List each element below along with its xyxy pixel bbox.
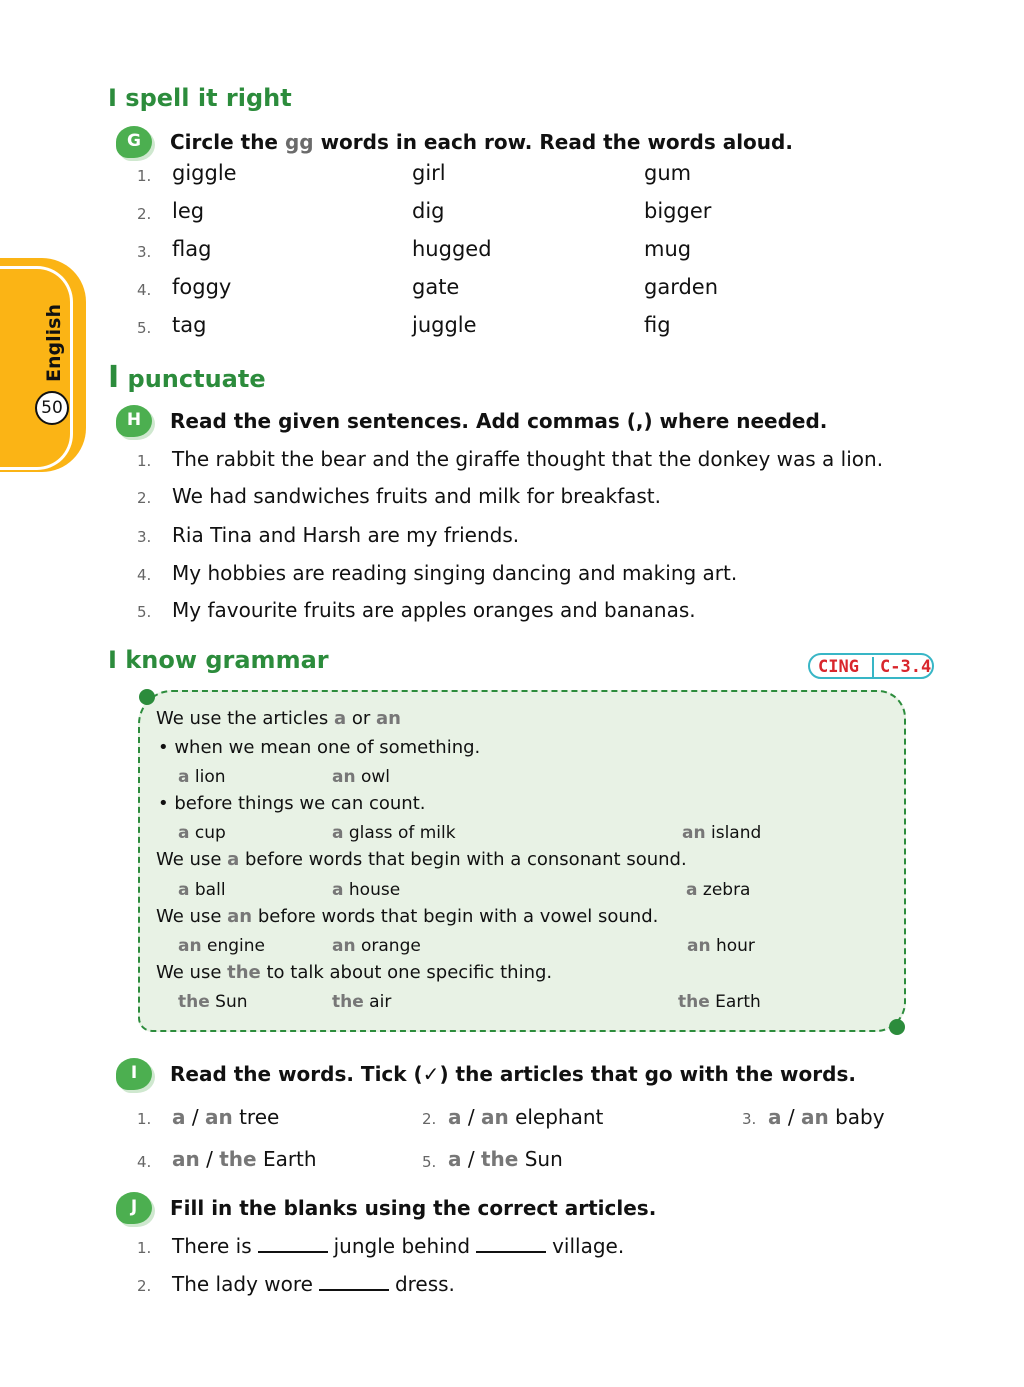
item-number: 4.: [137, 1153, 152, 1171]
sentence[interactable]: We had sandwiches fruits and milk for breakfast.: [172, 484, 661, 508]
sentence[interactable]: My hobbies are reading singing dancing and making art.: [172, 561, 738, 585]
example: a house: [332, 880, 401, 900]
section-title-spell: I spell it right: [108, 84, 292, 112]
word[interactable]: fig: [644, 313, 671, 337]
word[interactable]: leg: [172, 199, 205, 223]
row-number: 5.: [137, 319, 152, 337]
instruction-h: Read the given sentences. Add commas (,) where needed.: [170, 409, 828, 433]
example: an orange: [332, 936, 421, 956]
item-number: 1.: [137, 452, 152, 470]
row-number: 1.: [137, 167, 152, 185]
word[interactable]: foggy: [172, 275, 232, 299]
section-title-punctuate: I punctuate: [108, 360, 266, 395]
article-choice[interactable]: a / an elephant: [448, 1105, 604, 1129]
sentence[interactable]: My favourite fruits are apples oranges and bananas.: [172, 598, 696, 622]
word[interactable]: gate: [412, 275, 460, 299]
item-number: 3.: [137, 528, 152, 546]
word[interactable]: hugged: [412, 237, 492, 261]
item-number: 4.: [137, 566, 152, 584]
subject-label: English: [43, 304, 65, 382]
word[interactable]: bigger: [644, 199, 712, 223]
grammar-rule: We use the articles a or an: [156, 708, 401, 729]
instruction-i: Read the words. Tick (✓) the articles that go with the words.: [170, 1062, 856, 1086]
sentence[interactable]: Ria Tina and Harsh are my friends.: [172, 523, 520, 547]
article-choice[interactable]: a / an baby: [768, 1105, 885, 1129]
word[interactable]: mug: [644, 237, 692, 261]
code-left: CING: [818, 657, 859, 677]
example: an engine: [178, 936, 265, 956]
grammar-bullet: • before things we can count.: [158, 793, 426, 814]
item-number: 2.: [422, 1110, 437, 1128]
badge-i: I: [116, 1058, 152, 1090]
word[interactable]: juggle: [412, 313, 477, 337]
example: an owl: [332, 767, 391, 787]
example: a cup: [178, 823, 226, 843]
example: a zebra: [686, 880, 751, 900]
item-number: 2.: [137, 1277, 152, 1295]
box-corner-dot: [139, 689, 155, 705]
item-number: 1.: [137, 1239, 152, 1257]
fill-sentence: There is jungle behind village.: [172, 1234, 625, 1258]
word[interactable]: dig: [412, 199, 445, 223]
example: the Sun: [178, 992, 248, 1012]
blank-input[interactable]: [319, 1275, 389, 1291]
example: a lion: [178, 767, 226, 787]
badge-j: J: [116, 1192, 152, 1224]
example: an island: [682, 823, 762, 843]
grammar-rule: We use an before words that begin with a vowel sound.: [156, 906, 659, 927]
grammar-rule: We use a before words that begin with a consonant sound.: [156, 849, 687, 870]
item-number: 5.: [137, 603, 152, 621]
instruction-g: Circle the gg words in each row. Read the words aloud.: [170, 130, 793, 154]
article-choice[interactable]: an / the Earth: [172, 1147, 317, 1171]
badge-h: H: [116, 405, 152, 437]
badge-g: G: [116, 126, 152, 158]
word[interactable]: garden: [644, 275, 719, 299]
example: the air: [332, 992, 392, 1012]
instruction-j: Fill in the blanks using the correct articles.: [170, 1196, 657, 1220]
grammar-rule: We use the to talk about one specific thing.: [156, 962, 553, 983]
row-number: 3.: [137, 243, 152, 261]
curriculum-code-badge: [808, 653, 934, 679]
box-corner-dot: [889, 1019, 905, 1035]
code-right: C-3.4: [880, 657, 932, 677]
example: a ball: [178, 880, 226, 900]
sentence[interactable]: The rabbit the bear and the giraffe thought that the donkey was a lion.: [172, 447, 884, 471]
item-number: 1.: [137, 1110, 152, 1128]
example: a glass of milk: [332, 823, 456, 843]
blank-input[interactable]: [258, 1237, 328, 1253]
section-title-grammar: I know grammar: [108, 646, 329, 674]
article-choice[interactable]: a / the Sun: [448, 1147, 563, 1171]
word[interactable]: gum: [644, 161, 692, 185]
item-number: 2.: [137, 489, 152, 507]
code-separator: [872, 657, 874, 677]
page-number: 50: [35, 391, 69, 425]
row-number: 4.: [137, 281, 152, 299]
word[interactable]: girl: [412, 161, 446, 185]
item-number: 3.: [742, 1110, 757, 1128]
blank-input[interactable]: [476, 1237, 546, 1253]
word[interactable]: giggle: [172, 161, 237, 185]
grammar-bullet: • when we mean one of something.: [158, 737, 481, 758]
example: the Earth: [678, 992, 761, 1012]
item-number: 5.: [422, 1153, 437, 1171]
fill-sentence: The lady wore dress.: [172, 1272, 455, 1296]
row-number: 2.: [137, 205, 152, 223]
word[interactable]: flag: [172, 237, 212, 261]
article-choice[interactable]: a / an tree: [172, 1105, 280, 1129]
example: an hour: [687, 936, 755, 956]
word[interactable]: tag: [172, 313, 207, 337]
